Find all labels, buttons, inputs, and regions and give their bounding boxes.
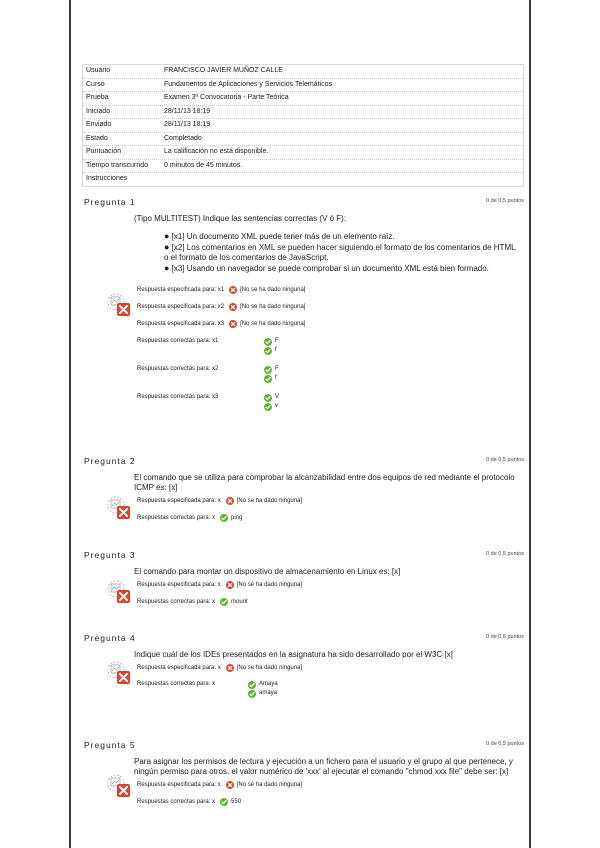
- answer-label: Respuesta especificada para: x: [137, 665, 221, 671]
- info-value: FRANCISCO JAVIER MUÑOZ CALLE: [164, 67, 283, 74]
- answer-area: [84, 664, 524, 702]
- info-value: Completado: [164, 134, 202, 142]
- correct-value-text: V: [275, 394, 280, 400]
- question-text: Indique cuál de los IDEs presentados en la asignatura ha sido desarrollado por el W3C [x]: [134, 650, 453, 659]
- correct-answer-row: [137, 337, 524, 365]
- info-label: Curso: [86, 80, 105, 88]
- answer-label: Respuestas correctas para: x: [137, 515, 216, 521]
- info-label: Puntuación: [86, 148, 122, 155]
- answer-label: Respuesta especificada para: x: [137, 782, 221, 788]
- wrong-icon: [229, 320, 237, 328]
- answer-area: [84, 581, 524, 615]
- wrong-icon: [229, 303, 237, 311]
- correct-value-text: amaya: [259, 690, 278, 696]
- statement-text: [x1] Un documento XML puede tener más de un elemento raíz.: [171, 232, 395, 241]
- correct-value: [259, 393, 279, 402]
- right-icon: [264, 375, 272, 383]
- question-score: 0 de 0,5 puntos: [486, 457, 524, 463]
- answer-value: [No se ha dado ninguna]: [236, 582, 303, 588]
- answer-label: Respuestas correctas para: x: [137, 799, 216, 805]
- statement-text: [x2] Los comentarios en XML se pueden hacer siguiendo el formato de los comentarios de HTML o el formato de los comentarios de JavaScript.: [164, 243, 516, 262]
- answer-label: Respuestas correctas para: x2: [137, 366, 219, 372]
- bullet-icon: ●: [164, 242, 170, 252]
- right-icon: [248, 690, 256, 698]
- correct-answer-row: [137, 598, 524, 615]
- info-value: La calificación no está disponible.: [164, 148, 269, 155]
- correct-value-text: F: [275, 366, 279, 372]
- answer-area: [84, 781, 524, 815]
- info-label: Prueba: [86, 94, 109, 101]
- info-row-prueba: [83, 92, 523, 106]
- right-icon: [220, 598, 228, 606]
- question-5: [84, 740, 524, 815]
- correct-value-text: 550: [231, 799, 242, 805]
- answer-label: Respuestas correctas para: x: [137, 681, 216, 687]
- question-title: Pregunta 5: [84, 740, 136, 750]
- right-icon: [264, 403, 272, 411]
- question-3: [84, 550, 524, 615]
- info-label: Enviado: [86, 121, 112, 128]
- question-status-icon: [106, 660, 132, 686]
- question-title: Pregunta 2: [84, 456, 136, 466]
- right-icon: [264, 366, 272, 374]
- specified-answer-row: [137, 303, 524, 320]
- correct-value-text: F: [275, 338, 279, 344]
- right-icon: [220, 514, 228, 522]
- wrong-icon: [229, 286, 237, 294]
- correct-value-text: mount: [231, 599, 248, 605]
- wrong-icon: [226, 581, 234, 589]
- info-value: Fundamentos de Aplicaciones y Servicios Telemáticos: [164, 80, 332, 88]
- question-text: (Tipo MULTITEST) Indique las sentencias correctas (V ó F):: [134, 214, 347, 223]
- correct-values: [259, 337, 279, 355]
- question-text: Para asignar los permisos de lectura y ejecución a un fichero para el usuario y el grupo al que pertenece, y ningún permiso para otros, el valor numérico de 'xxx' al ejecutar el comando "chmod xxx file" debe ser: [x]: [134, 757, 513, 776]
- correct-value: [259, 402, 279, 411]
- info-row-usuario: [83, 65, 523, 79]
- answer-label: Respuestas correctas para: x3: [137, 394, 219, 400]
- correct-value: [243, 689, 278, 698]
- correct-answer-row: [137, 680, 524, 702]
- info-label: Usuario: [86, 67, 111, 74]
- specified-answer-row: [137, 497, 524, 514]
- correct-value-text: ping: [231, 515, 243, 521]
- answer-label: Respuesta especificada para: x3: [137, 321, 225, 327]
- specified-answer-row: [137, 286, 524, 303]
- question-4: [84, 633, 524, 702]
- correct-value-text: Amaya: [259, 681, 278, 687]
- page-right-border: [529, 0, 531, 848]
- answer-value: [No se ha dado ninguna]: [240, 287, 306, 293]
- question-status-icon: [106, 773, 132, 799]
- question-status-icon: [106, 495, 132, 521]
- question-title: Pregunta 3: [84, 550, 136, 560]
- correct-value: [259, 337, 279, 346]
- statement-item: [164, 242, 519, 263]
- answer-value: [No se ha dado ninguna]: [240, 321, 306, 327]
- answer-area: [84, 497, 524, 531]
- correct-values: [243, 680, 278, 698]
- specified-answer-row: [137, 664, 524, 680]
- right-icon: [248, 681, 256, 689]
- answer-label: Respuesta especificada para: x: [137, 582, 221, 588]
- question-text: El comando que se utiliza para comprobar la alcanzabilidad entre dos equipos de red mediante el protocolo ICMP es: [x]: [134, 473, 515, 492]
- info-row-iniciado: [83, 106, 523, 120]
- correct-answer-row: [137, 393, 524, 421]
- correct-answer-row: [137, 365, 524, 393]
- statement-item: [164, 263, 519, 274]
- question-status-icon: [106, 292, 132, 318]
- question-title: Pregunta 1: [84, 197, 136, 207]
- wrong-icon: [226, 664, 234, 672]
- answer-area: [84, 286, 524, 421]
- bullet-icon: ●: [164, 231, 170, 241]
- wrong-icon: [226, 497, 234, 505]
- question-score: 0 de 0,5 puntos: [486, 634, 524, 640]
- question-score: 0 de 0,5 puntos: [486, 551, 524, 557]
- answer-label: Respuesta especificada para: x: [137, 498, 221, 504]
- specified-answer-row: [137, 781, 524, 798]
- question-score: 0 de 0,5 puntos: [486, 198, 524, 204]
- answer-label: Respuestas correctas para: x: [137, 599, 216, 605]
- question-status-icon: [106, 579, 132, 605]
- info-value: 28/11/13 18:19: [164, 107, 211, 115]
- info-value: [164, 173, 523, 186]
- correct-answer-row: [137, 514, 524, 531]
- info-row-estado: [83, 133, 523, 147]
- answer-label: Respuestas correctas para: x1: [137, 338, 219, 344]
- correct-value: [259, 374, 279, 383]
- info-value: 0 minutos de 45 minutos.: [164, 161, 243, 169]
- attempt-info-table: [82, 64, 524, 187]
- right-icon: [264, 347, 272, 355]
- info-label: Estado: [86, 134, 108, 142]
- correct-value-text: f: [275, 375, 277, 381]
- specified-answer-row: [137, 581, 524, 598]
- info-row-tiempo: [83, 160, 523, 174]
- correct-value: [243, 680, 278, 689]
- page-left-border: [69, 0, 71, 848]
- question-1: [84, 197, 524, 421]
- question-score: 0 de 0,5 puntos: [486, 741, 524, 747]
- answer-value: [No se ha dado ninguna]: [236, 782, 303, 788]
- correct-value-text: v: [275, 403, 278, 409]
- statement-text: [x3] Usando un navegador se puede comprobar si un documento XML está bien formado.: [171, 264, 489, 273]
- info-row-puntuacion: [83, 146, 523, 160]
- answer-label: Respuesta especificada para: x1: [137, 287, 225, 293]
- correct-values: [259, 365, 279, 383]
- correct-value-text: f: [275, 347, 277, 353]
- info-value: Examen 3º Convocatoria - Parte Teórica: [164, 94, 289, 101]
- info-row-curso: [83, 79, 523, 93]
- question-2: [84, 456, 524, 531]
- right-icon: [264, 394, 272, 402]
- info-label: Tiempo transcurrido: [86, 161, 148, 169]
- question-title: Pregunta 4: [84, 633, 136, 643]
- question-text: El comando para montar un dispositivo de almacenamiento en Linux es: [x]: [134, 567, 401, 576]
- question-statement-list: [134, 231, 519, 274]
- correct-value: [259, 365, 279, 374]
- answer-value: [No se ha dado ninguna]: [236, 665, 303, 671]
- correct-answer-row: [137, 798, 524, 815]
- correct-values: [259, 393, 279, 411]
- answer-value: [No se ha dado ninguna]: [236, 498, 303, 504]
- answer-label: Respuesta especificada para: x2: [137, 304, 225, 310]
- specified-answer-row: [137, 320, 524, 337]
- info-row-enviado: [83, 119, 523, 133]
- statement-item: [164, 231, 519, 242]
- info-value: 28/11/13 18:19: [164, 121, 211, 128]
- info-label: Instrucciones: [86, 175, 128, 182]
- bullet-icon: ●: [164, 263, 170, 273]
- correct-value: [259, 346, 279, 355]
- right-icon: [220, 798, 228, 806]
- wrong-icon: [226, 781, 234, 789]
- info-label: Iniciado: [86, 107, 111, 115]
- right-icon: [264, 338, 272, 346]
- answer-value: [No se ha dado ninguna]: [240, 304, 306, 310]
- info-row-instrucciones: [83, 173, 523, 186]
